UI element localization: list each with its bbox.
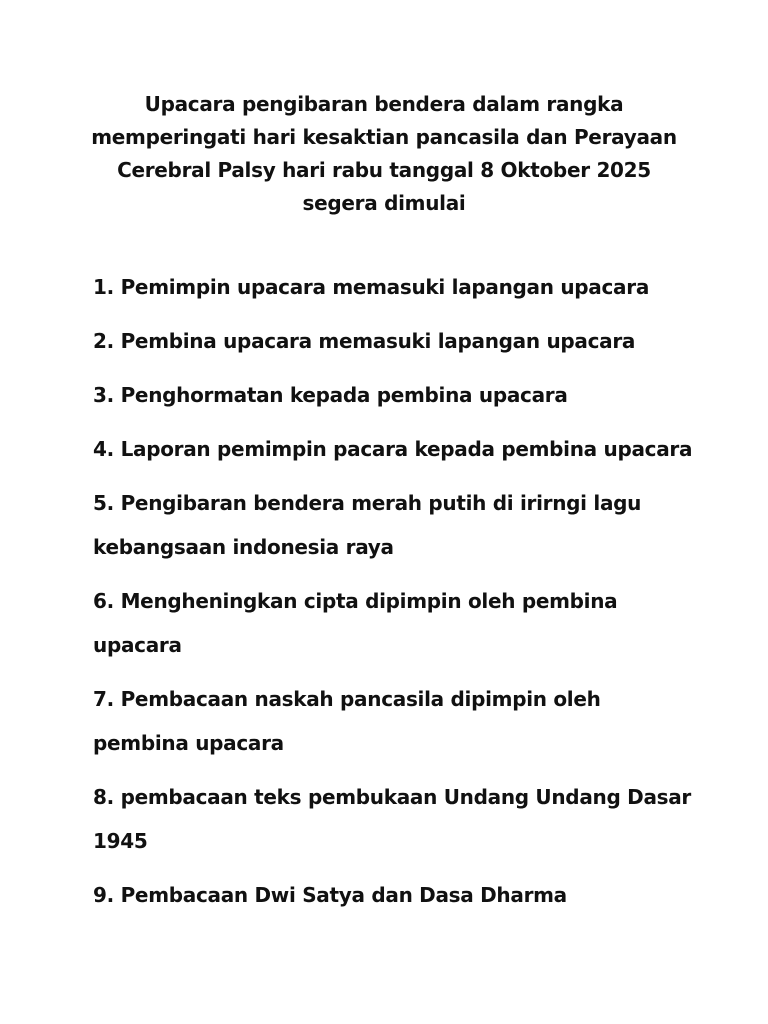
- list-item: [93, 873, 693, 917]
- list-item-text: 4. Laporan pemimpin pacara kepada pembina upacara: [93, 437, 693, 461]
- list-item: [93, 427, 693, 471]
- agenda-list: [93, 265, 693, 927]
- title-line: segera dimulai: [302, 191, 466, 215]
- list-item-text-continuation: kebangsaan indonesia raya: [93, 535, 394, 559]
- list-item: [93, 775, 693, 863]
- list-item-text-continuation: 1945: [93, 829, 148, 853]
- list-item-text-continuation: pembina upacara: [93, 731, 284, 755]
- list-item-text: 7. Pembacaan naskah pancasila dipimpin oleh: [93, 687, 601, 711]
- list-item: [93, 481, 693, 569]
- list-item-text: 8. pembacaan teks pembukaan Undang Undang Dasar: [93, 785, 692, 809]
- list-item-text-continuation: upacara: [93, 633, 182, 657]
- title-line: memperingati hari kesaktian pancasila dan Perayaan: [91, 125, 677, 149]
- page-title: [80, 88, 688, 220]
- title-line: Cerebral Palsy hari rabu tanggal 8 Oktober 2025: [117, 158, 651, 182]
- list-item-text: 3. Penghormatan kepada pembina upacara: [93, 383, 568, 407]
- list-item: [93, 265, 693, 309]
- list-item-text: 9. Pembacaan Dwi Satya dan Dasa Dharma: [93, 883, 567, 907]
- list-item: [93, 677, 693, 765]
- list-item-text: 1. Pemimpin upacara memasuki lapangan upacara: [93, 275, 650, 299]
- list-item: [93, 373, 693, 417]
- list-item: [93, 579, 693, 667]
- list-item-text: 2. Pembina upacara memasuki lapangan upacara: [93, 329, 636, 353]
- list-item: [93, 319, 693, 363]
- list-item-text: 6. Mengheningkan cipta dipimpin oleh pembina: [93, 589, 618, 613]
- title-line: Upacara pengibaran bendera dalam rangka: [144, 92, 624, 116]
- list-item-text: 5. Pengibaran bendera merah putih di irirngi lagu: [93, 491, 642, 515]
